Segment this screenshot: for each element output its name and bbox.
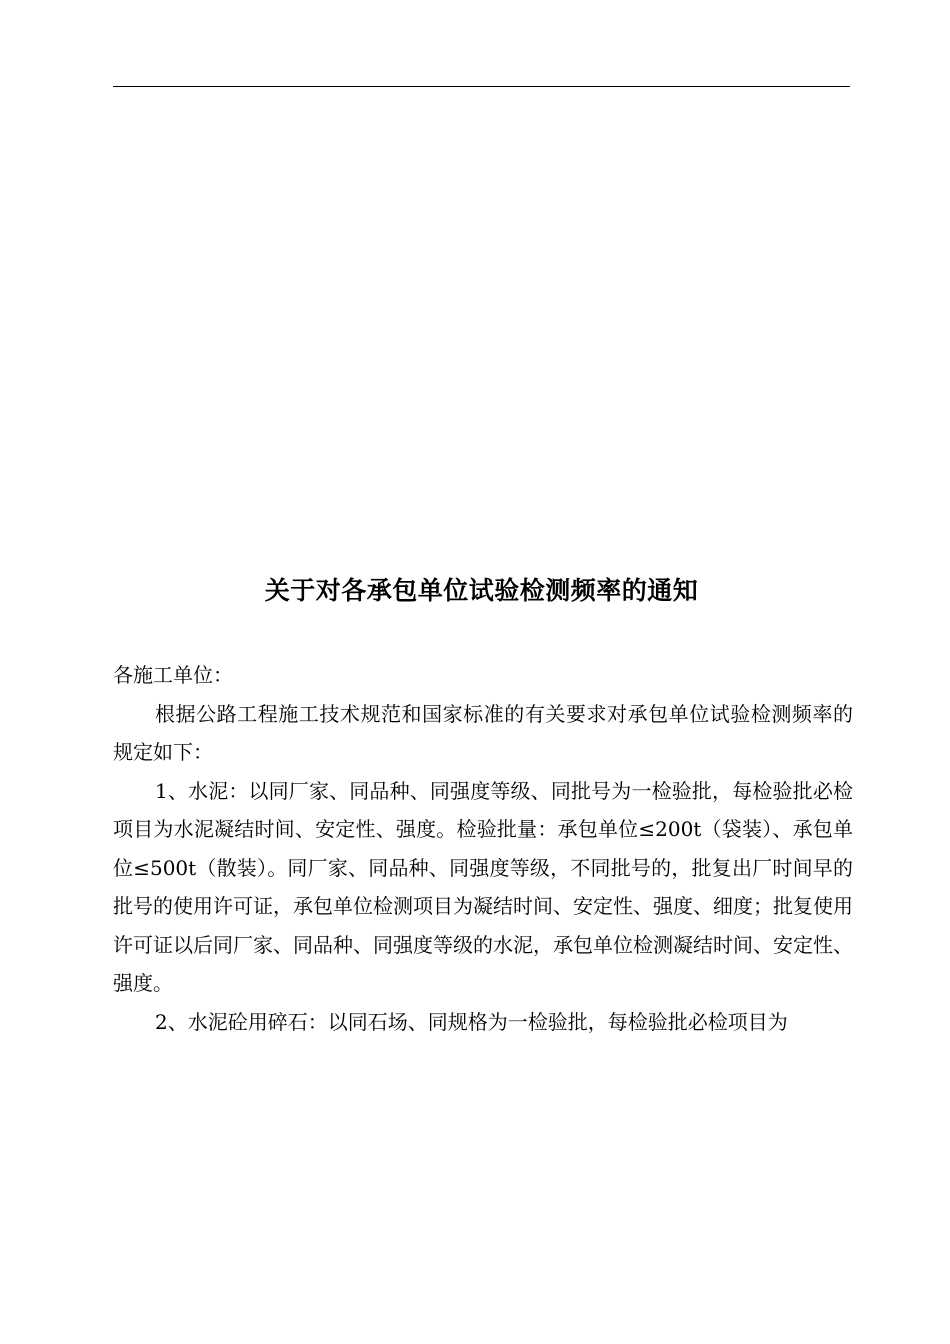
paragraph-cement: 1、水泥：以同厂家、同品种、同强度等级、同批号为一检验批，每检验批必检项目为水泥凝结时间、安定性、强度。检验批量：承包单位≤200t（袋装）、承包单位≤500t（散装）。同厂家、同品种、同强度等级，不同批号的，批复出厂时间早的批号的使用许可证，承包单位检测项目为凝结时间、安定性、强度、细度；批复使用许可证以后同厂家、同品种、同强度等级的水泥，承包单位检测凝结时间、安定性、强度。: [113, 778, 853, 995]
paragraph-gravel: 2、水泥砼用碎石：以同石场、同规格为一检验批，每检验批必检项目为: [155, 1009, 788, 1034]
header-rule: [113, 86, 850, 87]
paragraph-intro: 根据公路工程施工技术规范和国家标准的有关要求对承包单位试验检测频率的规定如下：: [113, 701, 853, 764]
document-title: 关于对各承包单位试验检测频率的通知: [264, 576, 699, 605]
salutation: 各施工单位：: [113, 663, 233, 687]
document-body: [113, 656, 853, 1041]
